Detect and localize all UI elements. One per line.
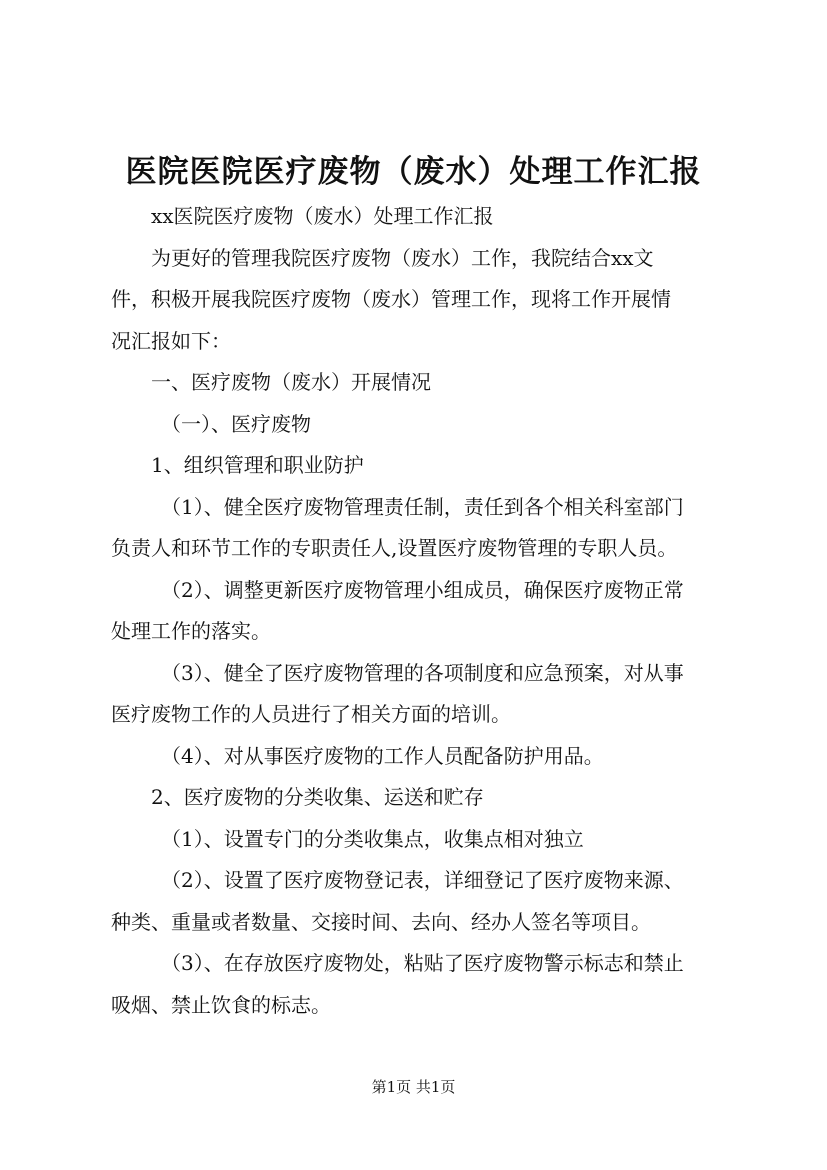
paragraph-line: （1）、设置专门的分类收集点，收集点相对独立 [161, 826, 584, 851]
paragraph-line: 负责人和环节工作的专职责任人,设置医疗废物管理的专职人员。 [111, 536, 678, 560]
paragraph-line: 为更好的管理我院医疗废物（废水）工作，我院结合xx文 [151, 245, 654, 270]
document-title: 医院医院医疗废物（废水）处理工作汇报 [125, 154, 702, 190]
paragraph-line: （3）、在存放医疗废物处，粘贴了医疗废物警示标志和禁止 [161, 951, 684, 975]
paragraph-line: 处理工作的落实。 [111, 619, 271, 643]
paragraph-line: 医疗废物工作的人员进行了相关方面的培训。 [111, 702, 511, 726]
paragraph-line: xx医院医疗废物（废水）处理工作汇报 [151, 204, 494, 228]
subsection-heading: 1、组织管理和职业防护 [151, 453, 364, 477]
subsection-heading: （一）、医疗废物 [161, 411, 311, 436]
paragraph-line: 吸烟、禁止饮食的标志。 [111, 992, 331, 1017]
section-heading: 一、医疗废物（废水）开展情况 [151, 370, 431, 394]
paragraph-line: （4）、对从事医疗废物的工作人员配备防护用品。 [161, 743, 604, 768]
paragraph-line: 种类、重量或者数量、交接时间、去向、经办人签名等项目。 [111, 909, 651, 934]
paragraph-line: （3）、健全了医疗废物管理的各项制度和应急预案，对从事 [161, 660, 684, 685]
subsection-heading: 2、医疗废物的分类收集、运送和贮存 [151, 785, 484, 809]
paragraph-line: （2）、设置了医疗废物登记表，详细登记了医疗废物来源、 [161, 868, 684, 892]
paragraph-line: 况汇报如下： [111, 328, 231, 353]
paragraph-line: （2）、调整更新医疗废物管理小组成员，确保医疗废物正常 [161, 577, 684, 602]
page-number-footer: 第1页 共1页 [371, 1078, 456, 1096]
document-body [111, 196, 741, 1026]
paragraph-line: 件，积极开展我院医疗废物（废水）管理工作，现将工作开展情 [111, 287, 671, 311]
paragraph-line: （1）、健全医疗废物管理责任制，责任到各个相关科室部门 [161, 494, 684, 519]
